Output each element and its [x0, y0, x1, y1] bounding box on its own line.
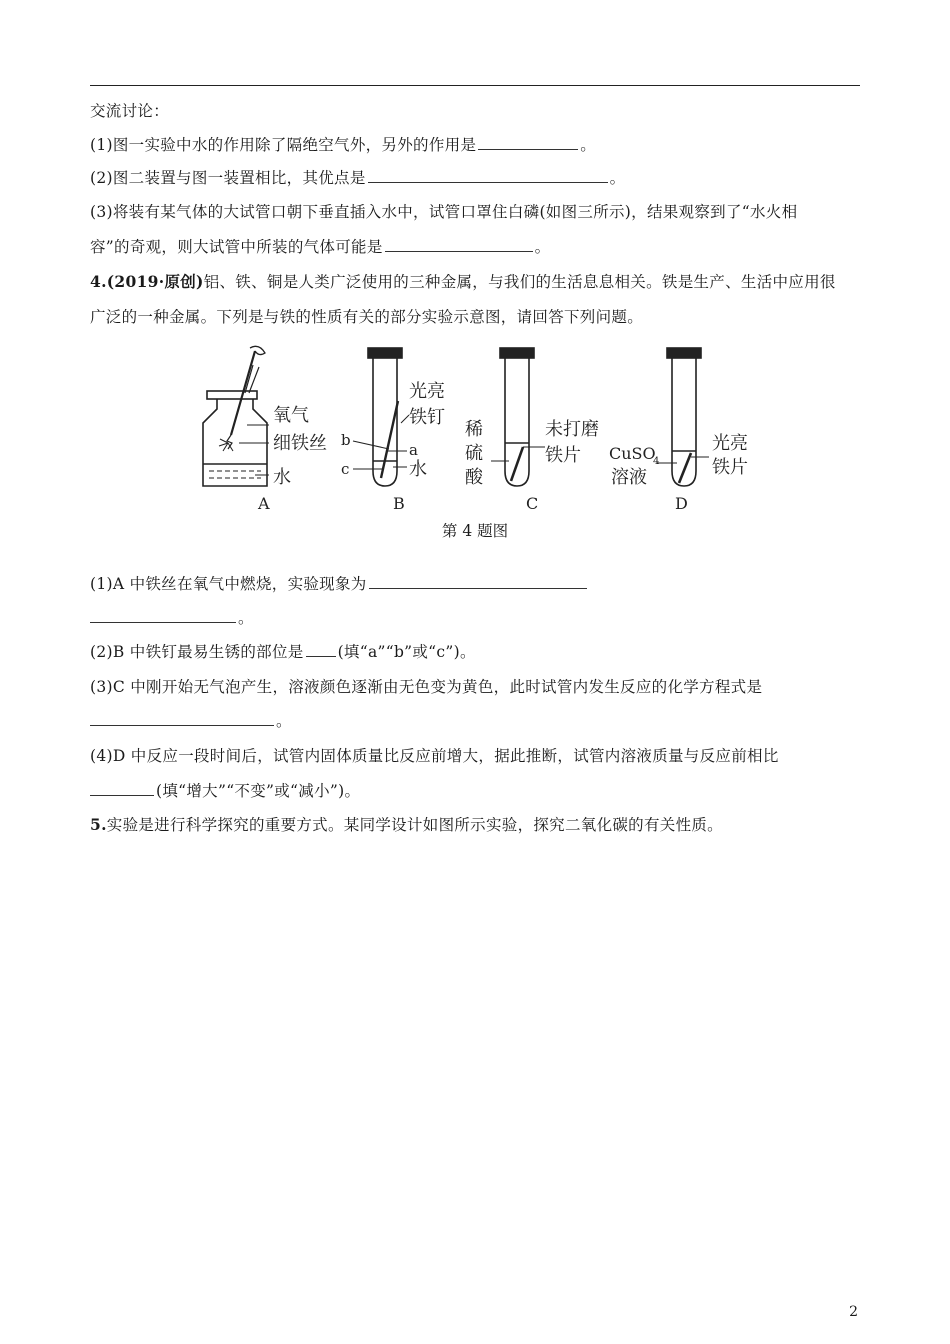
q3-sub1-end: 。 — [580, 136, 597, 154]
q3-sub3-text: 容”的奇观，则大试管中所装的气体可能是 — [90, 238, 383, 256]
label-a-water: 水 — [273, 467, 291, 488]
q4-sub1-answer-blank-1[interactable] — [369, 574, 587, 589]
q4-sub3-end: 。 — [276, 712, 292, 730]
q4-sub4-end: (填“增大”“不变”或“减小”)。 — [156, 782, 361, 800]
label-d-iron-sheet: 铁片 — [712, 457, 748, 478]
label-c-iron-sheet: 铁片 — [545, 445, 581, 466]
q4-sub2-answer-blank[interactable] — [306, 642, 336, 657]
q4-sub2 — [90, 642, 476, 662]
q5 — [90, 815, 723, 835]
q3-sub2-text: (2)图二装置与图一装置相比，其优点是 — [90, 169, 366, 187]
header-rule — [90, 85, 860, 86]
page-number: 2 — [849, 1304, 858, 1320]
label-c-dilute-1: 稀 — [465, 419, 483, 440]
discussion-heading: 交流讨论： — [90, 102, 170, 120]
label-b-nail: 铁钉 — [409, 407, 445, 428]
q4-sub1-end: 。 — [238, 609, 254, 627]
q4-source: (2019·原创) — [106, 272, 204, 291]
q5-number: 5. — [90, 815, 107, 834]
q3-sub3-line1: (3)将装有某气体的大试管口朝下垂直插入水中，试管口罩住白磷(如图三所示)，结果观察到了“水火相 — [90, 203, 798, 221]
label-b-b: b — [341, 431, 351, 449]
panel-b-test-tube — [353, 348, 409, 486]
panel-d-test-tube — [657, 348, 709, 486]
q4-sub1-cont — [90, 608, 254, 628]
q3-sub1-answer-blank[interactable] — [478, 135, 578, 150]
q4-sub2-text: (2)B 中铁钉最易生锈的部位是 — [90, 643, 304, 661]
q3-sub3-answer-blank[interactable] — [385, 237, 533, 252]
label-c-unpolished: 未打磨 — [545, 419, 599, 440]
label-d-cuso: CuSO — [609, 444, 656, 463]
q4-sub4-line1: (4)D 中反应一段时间后，试管内固体质量比反应前增大，据此推断，试管内溶液质量与反应前相比 — [90, 747, 779, 765]
q4-intro-line2: 广泛的一种金属。下列是与铁的性质有关的部分实验示意图，请回答下列问题。 — [90, 308, 644, 326]
q3-sub1-text: (1)图一实验中水的作用除了隔绝空气外，另外的作用是 — [90, 136, 477, 154]
label-c-dilute-3: 酸 — [465, 467, 483, 488]
label-a-iron-wire: 细铁丝 — [273, 433, 327, 454]
q4-figure — [195, 343, 765, 513]
label-a-oxygen: 氧气 — [273, 405, 309, 426]
q4-sub3-line1: (3)C 中刚开始无气泡产生，溶液颜色逐渐由无色变为黄色，此时试管内发生反应的化学方程式是 — [90, 678, 763, 696]
q4-intro-text: 铝、铁、铜是人类广泛使用的三种金属，与我们的生活息息相关。铁是生产、生活中应用很 — [203, 273, 836, 291]
q3-sub3-line2 — [90, 237, 550, 257]
q3-sub1 — [90, 135, 596, 155]
panel-letter-b: B — [393, 494, 405, 513]
q4-sub1-text: (1)A 中铁丝在氧气中燃烧，实验现象为 — [90, 575, 367, 593]
q4-sub4-line2 — [90, 781, 360, 801]
label-b-water: 水 — [409, 459, 427, 480]
panel-c-test-tube — [491, 348, 545, 486]
label-d-solution: 溶液 — [611, 467, 647, 488]
label-c-dilute-2: 硫 — [465, 443, 483, 464]
q4-sub1 — [90, 574, 589, 594]
q4-number: 4. — [90, 272, 107, 291]
label-b-shiny: 光亮 — [409, 381, 445, 402]
panel-letter-c: C — [526, 494, 539, 513]
q4-sub3-line2 — [90, 711, 292, 731]
label-d-shiny: 光亮 — [712, 433, 748, 454]
q3-sub2-end: 。 — [609, 169, 626, 187]
q3-sub3-end: 。 — [534, 238, 551, 256]
panel-letter-d: D — [675, 494, 688, 513]
q3-sub2 — [90, 168, 625, 188]
q4-intro-line1 — [90, 272, 836, 292]
q3-sub2-answer-blank[interactable] — [368, 168, 608, 183]
q4-figure-caption: 第 4 题图 — [441, 522, 509, 540]
q4-figure-drawing — [195, 343, 765, 513]
label-d-subscript: 4 — [653, 456, 660, 467]
panel-letter-a: A — [258, 494, 270, 513]
q4-sub1-answer-blank-2[interactable] — [90, 608, 236, 623]
q4-sub2-end: (填“a”“b”或“c”)。 — [337, 643, 476, 661]
q4-sub4-answer-blank[interactable] — [90, 781, 154, 796]
q4-sub3-answer-blank[interactable] — [90, 711, 274, 726]
label-b-a: a — [409, 441, 418, 459]
q5-text: 实验是进行科学探究的重要方式。某同学设计如图所示实验，探究二氧化碳的有关性质。 — [106, 816, 723, 834]
panel-a-gas-jar — [203, 346, 269, 486]
label-b-c: c — [341, 460, 350, 478]
